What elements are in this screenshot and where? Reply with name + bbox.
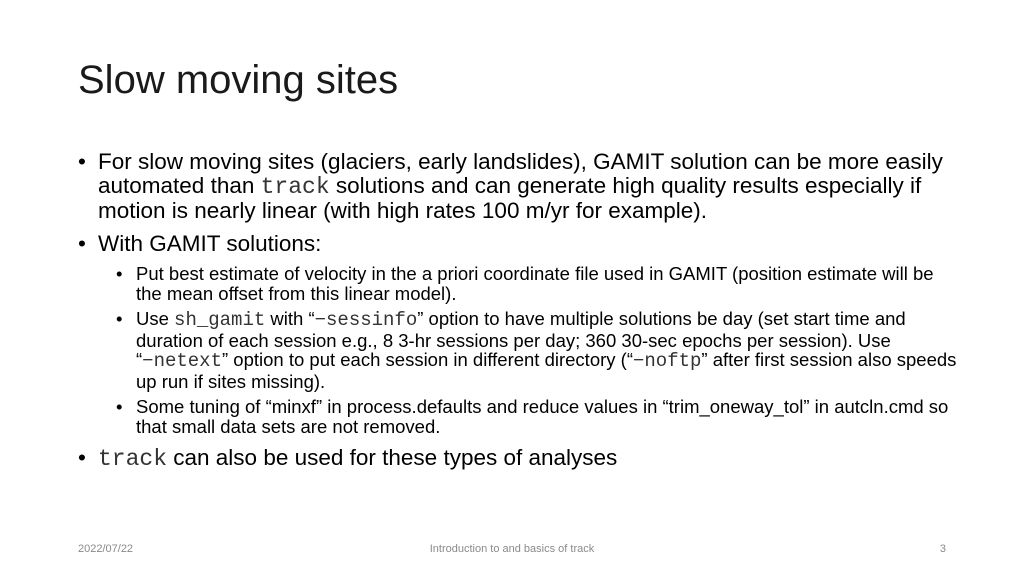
bullet-icon: •	[116, 308, 123, 329]
code-netext: −netext	[142, 350, 222, 372]
bullet-text: solutions and can generate high quality results especially if motion is nearly linear (with high rates 100 m/yr for example).	[98, 172, 922, 223]
sub-bullet-text: Some tuning of “minxf” in process.defaults and reduce values in “trim_oneway_tol” in autcln.cmd so that small data sets are not removed.	[136, 396, 949, 437]
bullet-gamit-solutions	[78, 232, 958, 256]
bullet-text: With GAMIT solutions:	[98, 230, 322, 256]
sub-bullet-velocity	[116, 264, 958, 303]
sub-bullet-tuning	[116, 397, 958, 436]
footer-title: Introduction to and basics of track	[429, 543, 595, 555]
sub-bullet-text: with “	[265, 308, 315, 329]
sub-bullet-text: ” option to put each session in different directory (“	[222, 349, 633, 370]
bullet-icon: •	[78, 445, 86, 470]
sub-bullet-text: ” option to have multiple solutions be day (set start time and duration of each session e.g., 8 3-hr sessions per day; 360 30-sec epochs per session). Use “	[136, 308, 906, 370]
code-sessinfo: −sessinfo	[314, 309, 418, 331]
code-track: track	[98, 446, 168, 472]
footer-page-number: 3	[939, 543, 946, 555]
bullet-text: can also be used for these types of analyses	[167, 445, 618, 470]
sub-bullet-text: Use	[136, 308, 175, 329]
bullet-icon: •	[78, 149, 86, 174]
code-track: track	[260, 173, 330, 200]
footer-date: 2022/07/22	[78, 543, 134, 555]
bullet-slow-sites	[78, 150, 958, 223]
code-sh-gamit: sh_gamit	[174, 309, 266, 331]
bullet-icon: •	[116, 396, 123, 417]
sub-bullet-text: ” after first session also speeds up run if sites missing).	[136, 349, 957, 392]
bullet-text: For slow moving sites (glaciers, early landslides), GAMIT solution can be more easily automated than	[98, 149, 943, 198]
sub-bullet-text: Put best estimate of velocity in the a priori coordinate file used in GAMIT (position estimate will be the mean offset from this linear model).	[136, 263, 934, 304]
sub-bullet-sh-gamit	[116, 309, 958, 391]
bullet-icon: •	[116, 263, 123, 284]
bullet-track-analyses	[78, 446, 958, 472]
slide-content	[78, 150, 958, 481]
bullet-icon: •	[78, 230, 86, 256]
slide-title: Slow moving sites	[78, 58, 399, 102]
code-noftp: −noftp	[632, 350, 702, 372]
